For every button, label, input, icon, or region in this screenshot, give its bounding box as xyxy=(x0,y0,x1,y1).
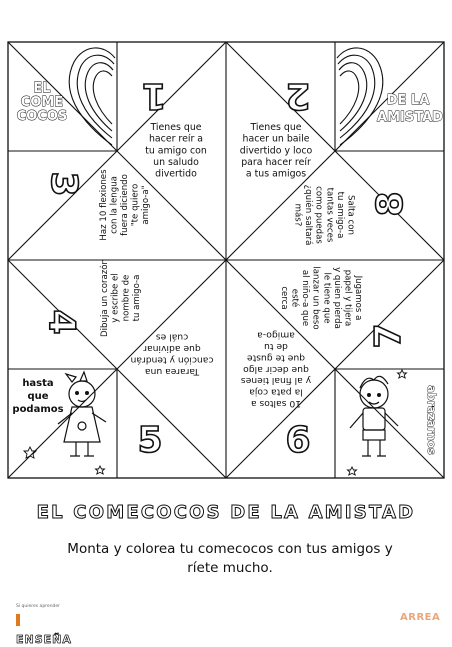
corner-bl-line-2: que xyxy=(27,391,49,402)
flap-line: Dibuja un corazón xyxy=(100,259,111,337)
fold-lines xyxy=(8,42,444,478)
brand-logo-right: ARREA xyxy=(400,612,441,623)
flap-line: y escribe el xyxy=(110,273,121,323)
flap-line: y al final tienes xyxy=(240,375,312,387)
flap-line: que te guste xyxy=(246,352,306,364)
heart-right-icon xyxy=(337,48,383,145)
flap-line: Jugamos a xyxy=(353,275,364,321)
heart-left-icon xyxy=(69,48,115,145)
flap-line: nombre de xyxy=(121,274,132,322)
number-1: 1 xyxy=(141,75,167,116)
flap-line: esté xyxy=(289,288,300,308)
flap-line: le tiene que xyxy=(321,272,332,324)
flap-line: divertido xyxy=(155,168,197,180)
flap-line: Tienes que xyxy=(250,122,302,134)
flap-line: y quien pierda xyxy=(331,267,342,329)
boy-drawing-icon xyxy=(350,376,398,456)
number-2: 2 xyxy=(285,75,311,116)
page-title: EL COMECOCOS DE LA AMISTAD xyxy=(36,502,416,523)
flap-line: lanzar un beso xyxy=(310,266,321,330)
flap-line: un saludo xyxy=(153,156,199,168)
corner-bl-line-3: podamos xyxy=(12,404,64,415)
flap-line: como puedas xyxy=(313,186,324,244)
flap-line: cuál es xyxy=(155,331,189,343)
flap-line: tu amigo con xyxy=(145,145,207,157)
number-5: 5 xyxy=(137,420,163,461)
number-3: 3 xyxy=(43,171,84,197)
flap-line: Haz 10 flexiones xyxy=(98,169,109,241)
flap-line: que decir algo xyxy=(243,363,309,375)
flap-text-8 xyxy=(241,330,311,409)
flap-line: tu amigo-a xyxy=(334,191,345,239)
corner-tr-label xyxy=(377,93,443,125)
flap-text-1 xyxy=(145,122,207,179)
flap-line: a tus amigos xyxy=(245,168,307,180)
number-6: 6 xyxy=(285,420,311,461)
corner-bl-line-1: hasta xyxy=(22,378,54,389)
flap-line: Tienes que xyxy=(150,122,202,134)
flap-text-4 xyxy=(293,185,356,246)
flap-line: que adivinar xyxy=(143,343,201,355)
corner-tl-line-1: EL xyxy=(33,81,51,96)
flap-line: 10 saltos a xyxy=(250,398,302,409)
flap-line: papel y tijera xyxy=(342,269,353,327)
corner-tr-line-1: DE LA xyxy=(386,93,430,108)
flap-text-6 xyxy=(279,266,363,329)
flap-text-2 xyxy=(240,122,313,179)
logo-name: ENSEÑA xyxy=(16,633,72,646)
page-subtitle: Monta y colorea tu comecocos con tus amigos y ríete mucho. xyxy=(67,541,393,576)
flap-line: amigo-a xyxy=(257,329,295,341)
flap-line: hacer un baile xyxy=(242,133,310,145)
flap-line: hacer reír a xyxy=(148,133,204,145)
flap-text-3 xyxy=(99,169,151,241)
flap-line: de tu xyxy=(264,341,288,352)
corner-tl-label xyxy=(17,81,68,124)
number-7: 7 xyxy=(368,323,409,349)
flap-line: fuera diciendo xyxy=(120,174,130,236)
number-8: 8 xyxy=(370,191,411,217)
flap-line: para hacer reír xyxy=(241,156,311,168)
flap-line: cerca xyxy=(278,286,289,310)
flap-text-5 xyxy=(99,259,142,337)
flap-line: tu amigo-a xyxy=(131,274,142,322)
brand-logo-left xyxy=(16,604,76,647)
girl-drawing-icon xyxy=(58,372,106,456)
flap-line: Salta con xyxy=(345,195,356,235)
flap-line: al niño-a que xyxy=(300,269,311,327)
number-4: 4 xyxy=(41,309,82,335)
flap-text-7 xyxy=(130,332,213,377)
flap-line: la pata coja xyxy=(249,386,303,398)
corner-tl-line-3: COCOS xyxy=(16,109,68,124)
flap-line: tantas veces xyxy=(324,187,335,243)
flap-line: canción y tendrán xyxy=(130,354,214,366)
flap-line: ¿quién saltará xyxy=(303,184,314,246)
corner-tl-line-2: COME xyxy=(20,95,64,110)
pencil-icon xyxy=(16,614,20,626)
flap-line: con la lengua xyxy=(109,176,120,234)
flap-line: "te quiero xyxy=(130,183,141,227)
flap-line: amigo-a" xyxy=(141,185,152,225)
corner-br-label: abrazarnos xyxy=(425,385,438,455)
corner-bl-label xyxy=(12,378,63,415)
logo-tagline: Si quieres aprender xyxy=(16,604,61,609)
flap-line: Tararea una xyxy=(144,365,200,377)
flap-line: más? xyxy=(292,203,303,227)
flap-line: divertido y loco xyxy=(239,145,313,157)
corner-tr-line-2: AMISTAD xyxy=(377,110,443,125)
